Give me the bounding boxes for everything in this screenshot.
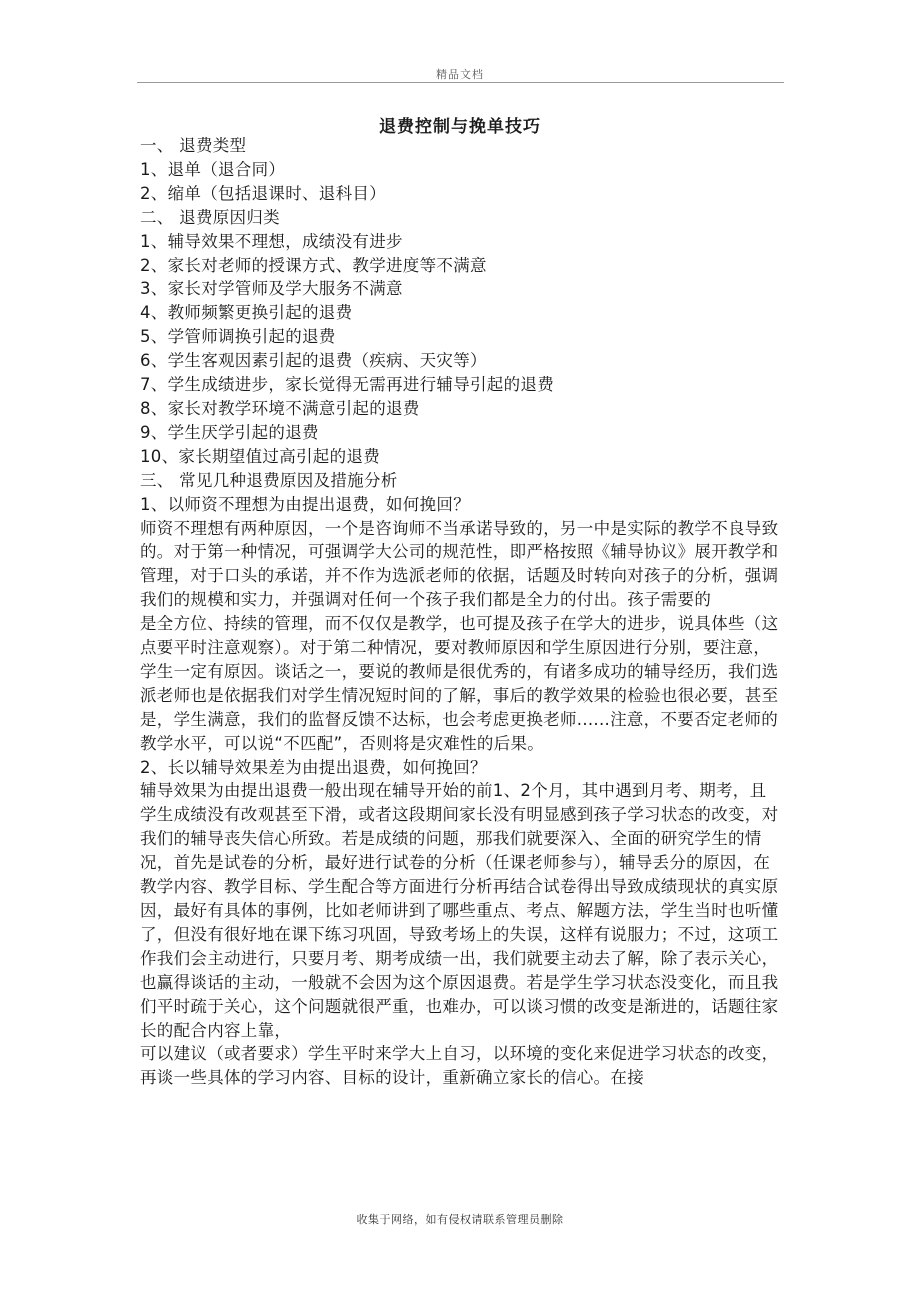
list-item: 7、学生成绩进步，家长觉得无需再进行辅导引起的退费 [140, 375, 554, 395]
list-item: 2、家长对老师的授课方式、教学进度等不满意 [140, 255, 487, 275]
list-item: 1、辅导效果不理想，成绩没有进步 [140, 231, 403, 251]
document-title: 退费控制与挽单技巧 [379, 117, 541, 137]
body-paragraph: 可以建议（或者要求）学生平时来学大上自习，以环境的变化来促进学习状态的改变，再谈一些具体的学习内容、目标的设计，重新确立家长的信心。在接 [140, 1044, 779, 1088]
body-paragraph: 师资不理想有两种原因，一个是咨询师不当承诺导致的，另一中是实际的教学不良导致的。对于第一种情况，可强调学大公司的规范性，即严格按照《辅导协议》展开教学和管理，对于口头的承诺，并不作为选派老师的依据，话题及时转向对孩子的分析，强调我们的规模和实力，并强调对任何一个孩子我们都是全力的付出。孩子需要的 [140, 518, 779, 610]
list-item: 8、家长对教学环境不满意引起的退费 [140, 398, 420, 418]
body-paragraph: 辅导效果为由提出退费一般出现在辅导开始的前1、2个月，其中遇到月考、期考，且学生成绩没有改观甚至下滑，或者这段期间家长没有明显感到孩子学习状态的改变，对我们的辅导丧失信心所致。若是成绩的问题，那我们就要深入、全面的研究学生的情况，首先是试卷的分析，最好进行试卷的分析（任课老师参与），辅导丢分的原因，在教学内容、教学目标、学生配合等方面进行分析再结合试卷得出导致成绩现状的真实原因，最好有具体的事例，比如老师讲到了哪些重点、考点、解题方法，学生当时也听懂了，但没有很好地在课下练习巩固，导致考场上的失误，这样有说服力；不过，这项工作我们会主动进行，只要月考、期考成绩一出，我们就要主动去了解，除了表示关心，也赢得谈话的主动，一般就不会因为这个原因退费。若是学生学习状态没变化，而且我们平时疏于关心，这个问题就很严重，也难办，可以谈习惯的改变是渐进的，话题往家长的配合内容上靠， [140, 781, 779, 1040]
list-item: 10、家长期望值过高引起的退费 [140, 446, 380, 466]
section-heading: 二、 退费原因归类 [140, 207, 280, 227]
list-item: 4、教师频繁更换引起的退费 [140, 303, 353, 323]
footer-note: 收集于网络，如有侵权请联系管理员删除 [356, 1213, 564, 1226]
list-item: 2、缩单（包括退课时、退科目） [140, 183, 386, 203]
document-body [140, 134, 780, 1090]
body-paragraph: 是全方位、持续的管理，而不仅仅是教学，也可提及孩子在学大的进步，说具体些（这点要平时注意观察）。对于第二种情况，要对教师原因和学生原因进行分别，要注意，学生一定有原因。谈话之一，要说的教师是很优秀的，有诸多成功的辅导经历，我们选派老师也是依据我们对学生情况短时间的了解，事后的教学效果的检验也很必要，甚至是，学生满意，我们的监督反馈不达标，也会考虑更换老师......注意，不要否定老师的教学水平，可以说“不匹配”，否则将是灾难性的后果。 [140, 614, 779, 753]
list-item: 9、学生厌学引起的退费 [140, 422, 319, 442]
section-heading: 一、 退费类型 [140, 136, 247, 155]
list-item: 1、退单（退合同） [140, 159, 286, 179]
list-item: 6、学生客观因素引起的退费（疾病、天灾等） [140, 351, 487, 371]
subsection-heading: 1、以师资不理想为由提出退费，如何挽回？ [140, 494, 470, 514]
list-item: 3、家长对学管师及学大服务不满意 [140, 279, 403, 299]
header-watermark: 精品文档 [436, 68, 484, 81]
section-heading: 三、 常见几种退费原因及措施分析 [140, 470, 398, 490]
subsection-heading: 2、长以辅导效果差为由提出退费，如何挽回？ [140, 757, 487, 777]
header-divider [137, 82, 784, 83]
list-item: 5、学管师调换引起的退费 [140, 327, 336, 347]
